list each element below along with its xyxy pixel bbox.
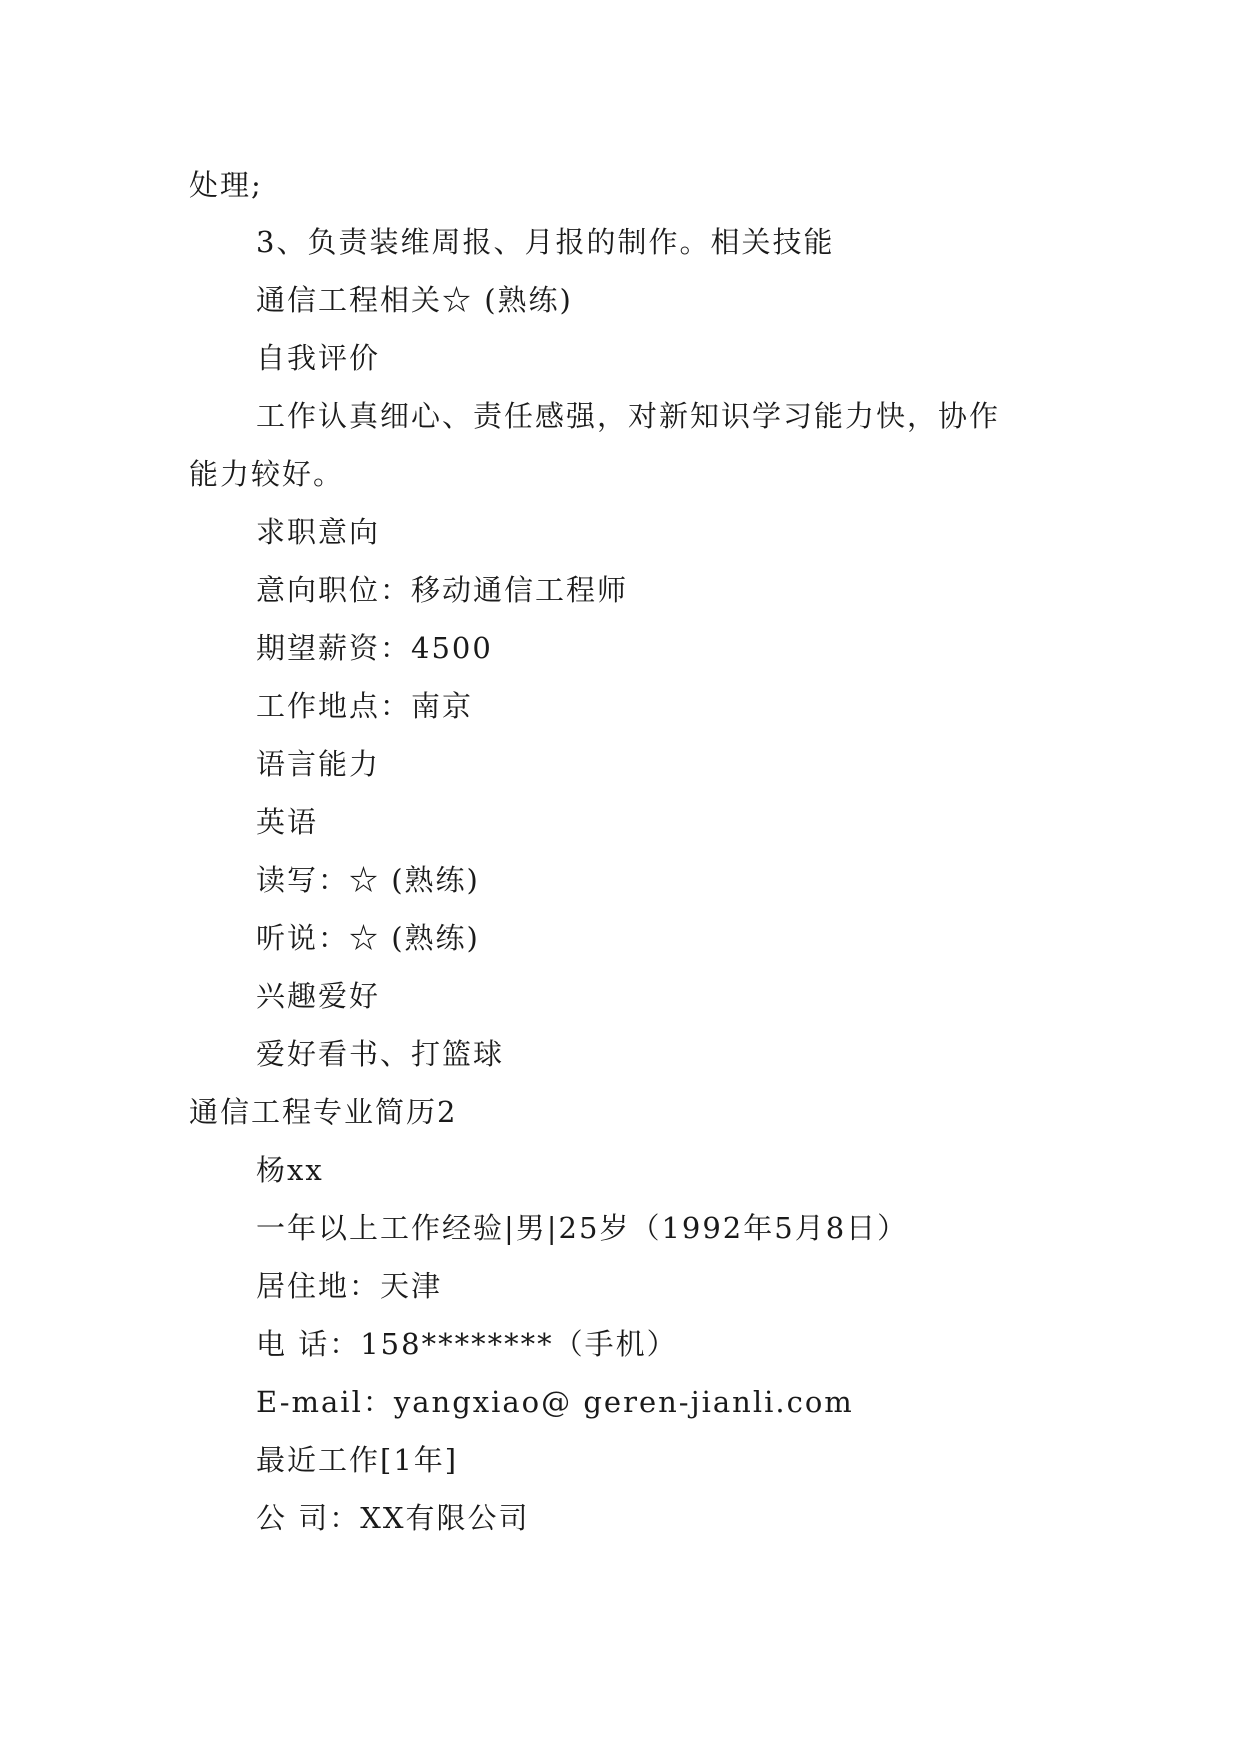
text-line-skill: 通信工程相关☆ (熟练) — [256, 283, 573, 317]
section-heading-recent-work: 最近工作[1年] — [256, 1443, 459, 1477]
section-heading-language: 语言能力 — [256, 747, 381, 781]
text-line-name: 杨xx — [256, 1153, 324, 1187]
text-line-company: 公 司：XX有限公司 — [256, 1501, 530, 1535]
text-line-duty-3: 3、负责装维周报、月报的制作。相关技能 — [256, 225, 835, 259]
section-heading-self-evaluation: 自我评价 — [256, 341, 381, 375]
text-line-reading-writing: 读写：☆ (熟练) — [256, 863, 480, 897]
text-line-self-evaluation: 工作认真细心、责任感强，对新知识学习能力快，协作 — [256, 399, 1001, 433]
text-line-profile-summary: 一年以上工作经验|男|25岁（1992年5月8日） — [256, 1211, 909, 1245]
text-line-residence: 居住地：天津 — [256, 1269, 443, 1303]
section-heading-hobbies: 兴趣爱好 — [256, 979, 381, 1013]
text-line-work-location: 工作地点：南京 — [256, 689, 474, 723]
text-line-hobbies: 爱好看书、打篮球 — [256, 1037, 505, 1071]
text-line-self-evaluation-cont: 能力较好。 — [189, 457, 345, 491]
text-line-phone: 电 话：158********（手机） — [256, 1327, 678, 1361]
text-line-english: 英语 — [256, 805, 319, 839]
text-line-expected-salary: 期望薪资：4500 — [256, 631, 493, 665]
resume-title: 通信工程专业简历2 — [189, 1095, 458, 1129]
text-line-desired-position: 意向职位：移动通信工程师 — [256, 573, 629, 607]
text-line-continuation: 处理; — [189, 168, 263, 202]
section-heading-job-intention: 求职意向 — [256, 515, 381, 549]
text-line-listening-speaking: 听说：☆ (熟练) — [256, 921, 480, 955]
text-line-email: E-mail：yangxiao@ geren-jianli.com — [256, 1385, 854, 1419]
